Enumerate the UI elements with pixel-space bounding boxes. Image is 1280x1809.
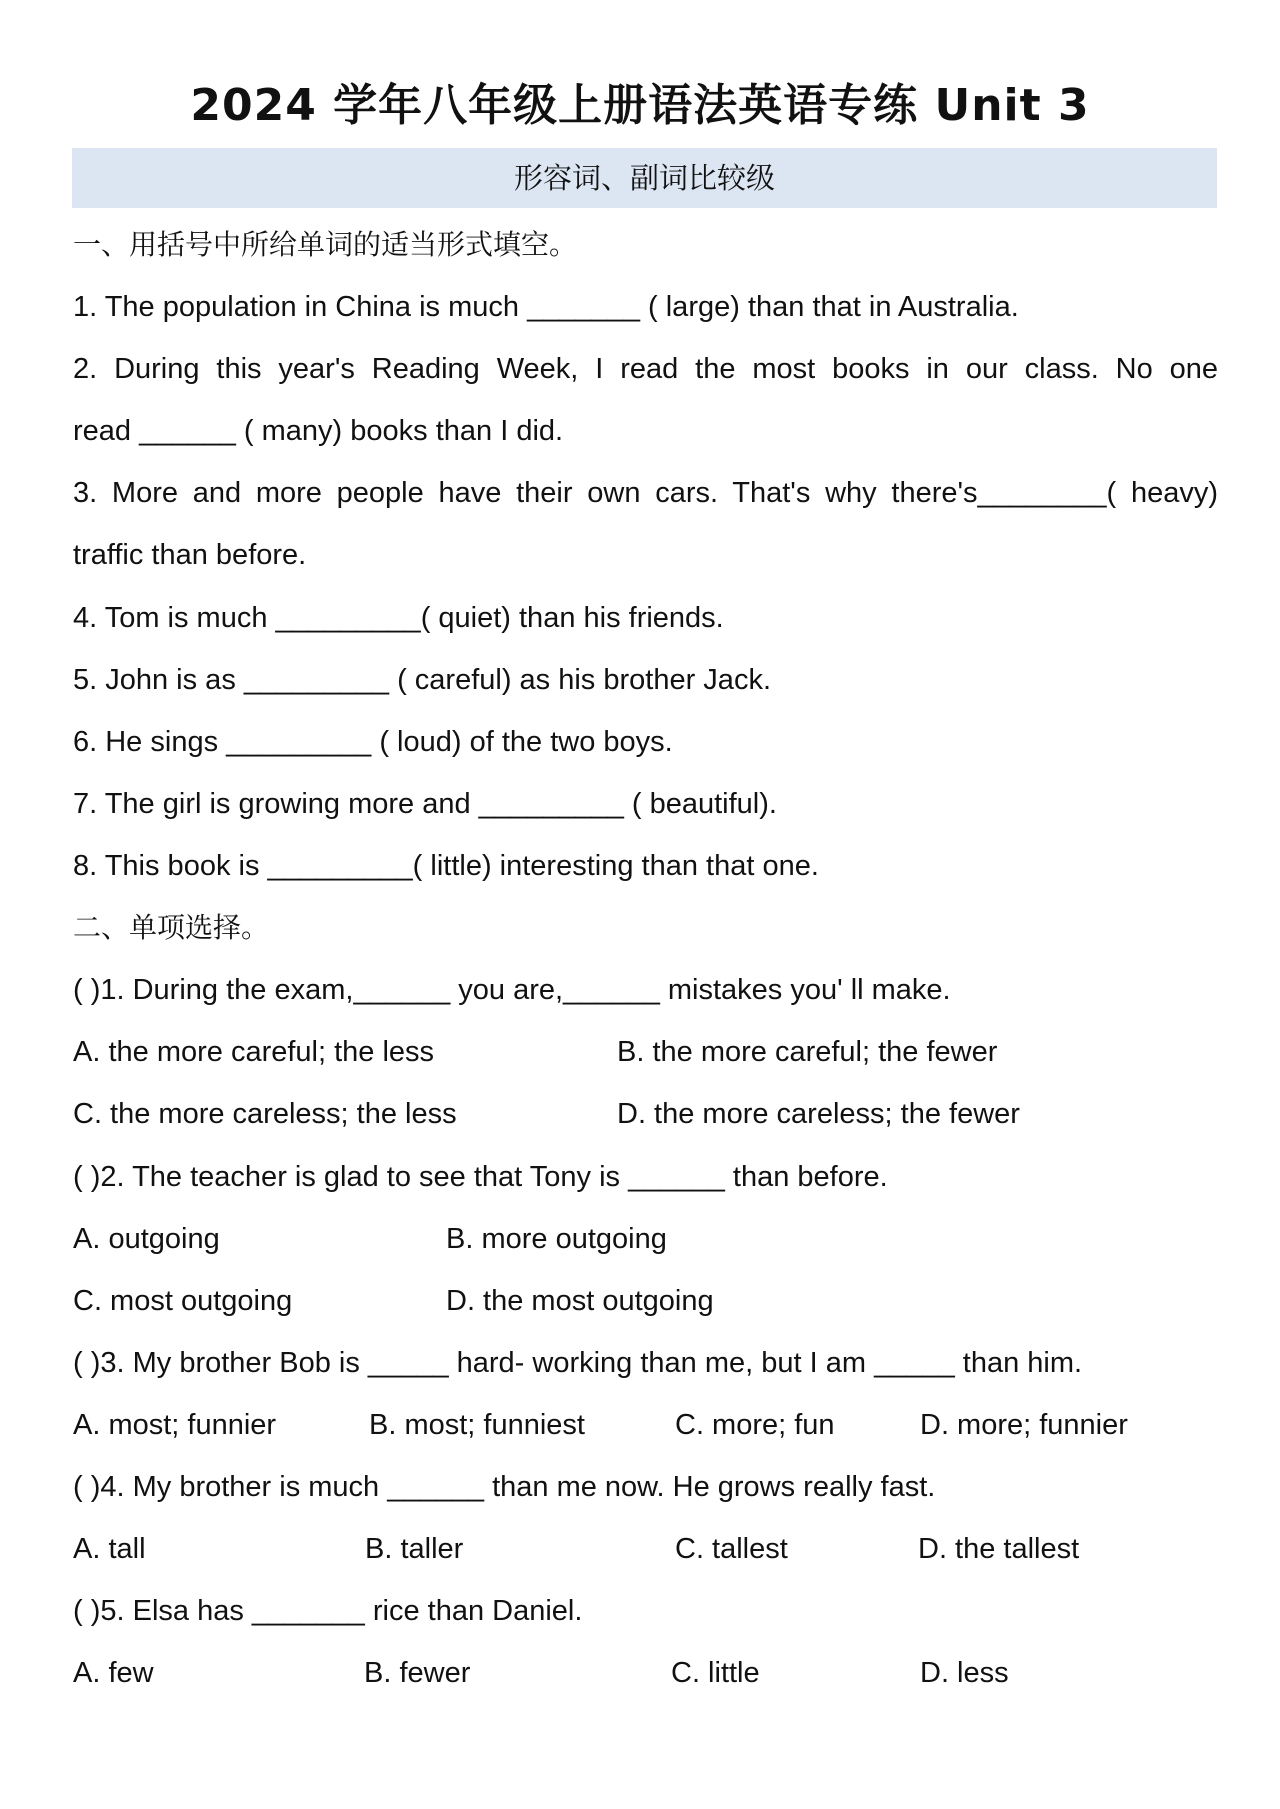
question-3-option-d: D. more; funnier: [920, 1409, 1128, 1441]
question-3-option-c: C. more; fun: [675, 1409, 835, 1441]
fill-in-item-8: 8. This book is _________( little) interesting than that one.: [73, 850, 819, 882]
question-1-option-b: B. the more careful; the fewer: [617, 1036, 998, 1068]
choice-question-2: ( )2. The teacher is glad to see that Tony is ______ than before.: [73, 1161, 888, 1193]
fill-in-item-7: 7. The girl is growing more and _________ ( beautiful).: [73, 788, 777, 820]
fill-in-item-3: 3. More and more people have their own cars. That's why there's________( heavy): [73, 477, 1218, 509]
fill-in-item-5: 5. John is as _________ ( careful) as his brother Jack.: [73, 664, 771, 696]
question-1-option-d: D. the more careless; the fewer: [617, 1098, 1020, 1130]
question-4-option-c: C. tallest: [675, 1533, 788, 1565]
question-1-option-c: C. the more careless; the less: [73, 1098, 457, 1130]
question-5-option-a: A. few: [73, 1657, 154, 1689]
question-2-option-c: C. most outgoing: [73, 1285, 293, 1317]
section-2-heading: 二、单项选择。: [73, 911, 270, 944]
fill-in-item-2-continued: read ______ ( many) books than I did.: [73, 415, 564, 447]
question-5-option-d: D. less: [920, 1657, 1009, 1689]
question-3-option-b: B. most; funniest: [369, 1409, 585, 1441]
fill-in-item-6: 6. He sings _________ ( loud) of the two boys.: [73, 726, 673, 758]
subtitle-banner: 形容词、副词比较级: [72, 148, 1217, 208]
choice-question-4: ( )4. My brother is much ______ than me now. He grows really fast.: [73, 1471, 936, 1503]
question-2-option-d: D. the most outgoing: [446, 1285, 714, 1317]
choice-question-1: ( )1. During the exam,______ you are,______ mistakes you' ll make.: [73, 974, 951, 1006]
choice-question-3: ( )3. My brother Bob is _____ hard- working than me, but I am _____ than him.: [73, 1347, 1083, 1379]
fill-in-item-4: 4. Tom is much _________( quiet) than his friends.: [73, 602, 724, 634]
question-3-option-a: A. most; funnier: [73, 1409, 277, 1441]
question-4-option-d: D. the tallest: [918, 1533, 1080, 1565]
fill-in-item-3-continued: traffic than before.: [73, 539, 307, 571]
question-1-option-a: A. the more careful; the less: [73, 1036, 435, 1068]
question-4-option-b: B. taller: [365, 1533, 464, 1565]
choice-question-5: ( )5. Elsa has _______ rice than Daniel.: [73, 1595, 583, 1627]
section-1-heading: 一、用括号中所给单词的适当形式填空。: [73, 228, 578, 261]
fill-in-item-2: 2. During this year's Reading Week, I read the most books in our class. No one: [73, 353, 1218, 385]
question-2-option-a: A. outgoing: [73, 1223, 220, 1255]
question-4-option-a: A. tall: [73, 1533, 146, 1565]
page-title: 2024 学年八年级上册语法英语专练 Unit 3: [190, 80, 1090, 131]
question-5-option-c: C. little: [671, 1657, 760, 1689]
question-5-option-b: B. fewer: [364, 1657, 471, 1689]
fill-in-item-1: 1. The population in China is much _______ ( large) than that in Australia.: [73, 291, 1019, 323]
question-2-option-b: B. more outgoing: [446, 1223, 667, 1255]
